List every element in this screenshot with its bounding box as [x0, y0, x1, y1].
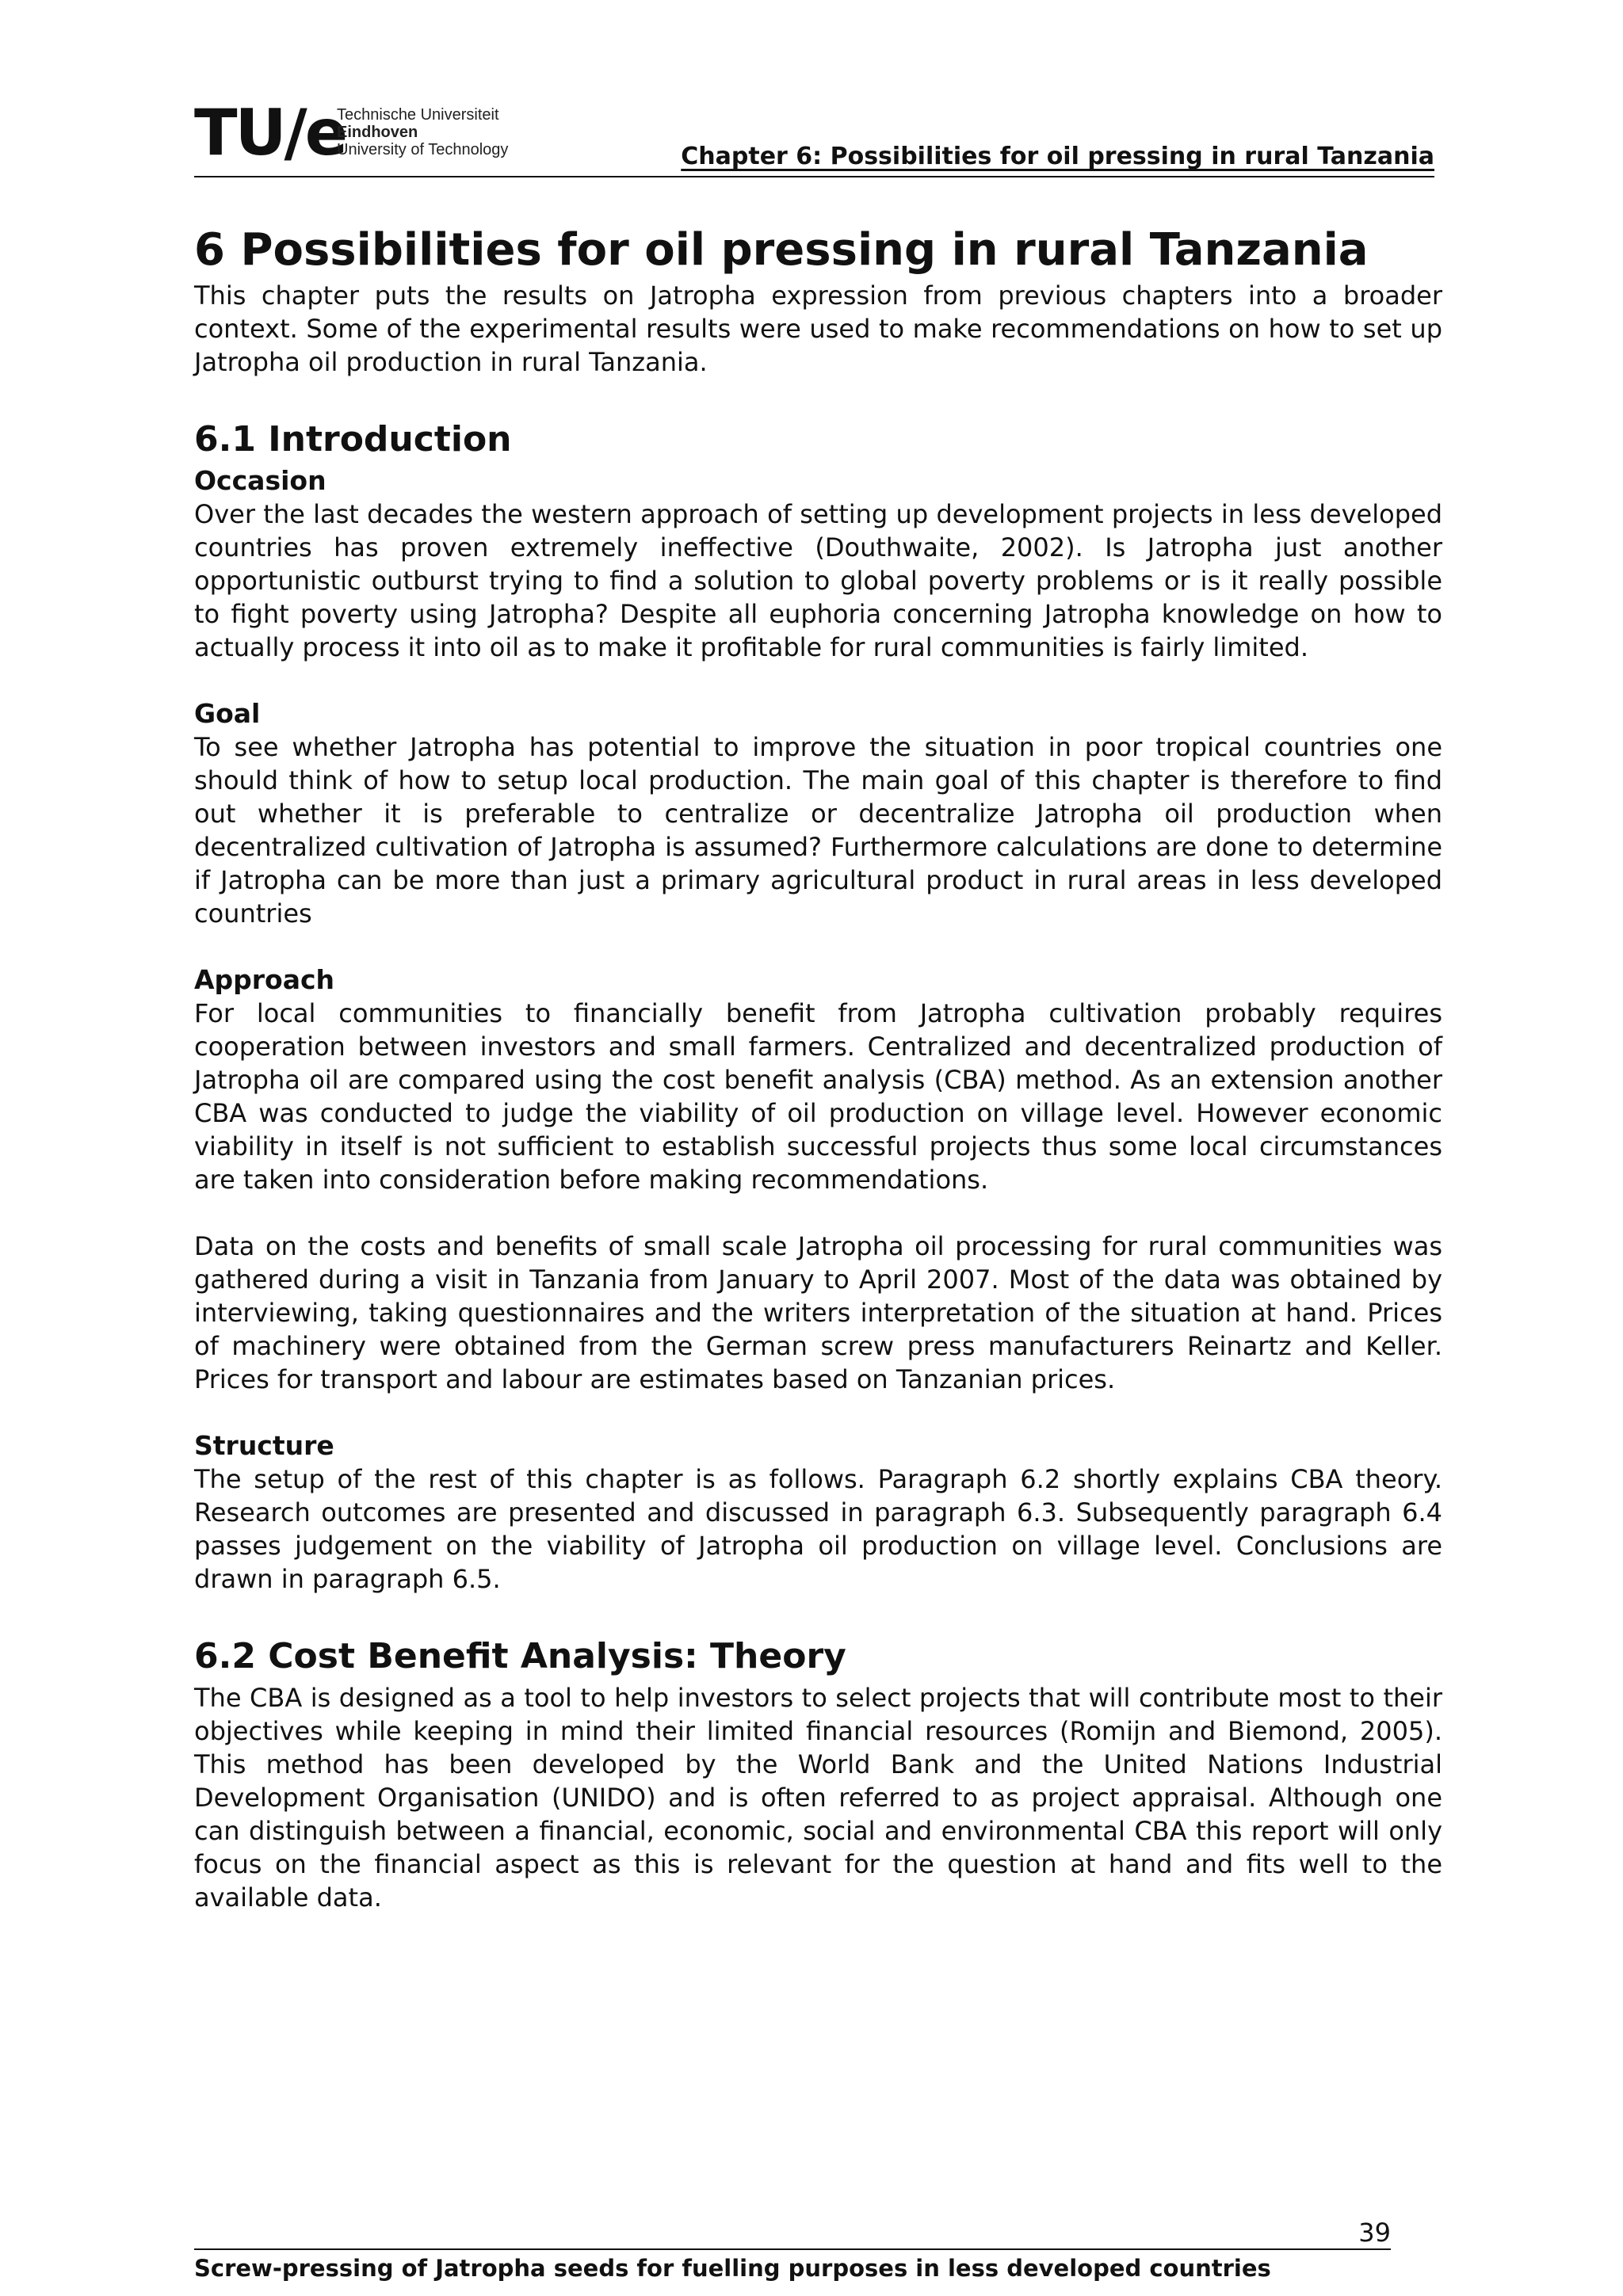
section-6-2-title: 6.2 Cost Benefit Analysis: Theory	[194, 1636, 846, 1676]
header-rule	[194, 176, 1434, 177]
goal-paragraph: To see whether Jatropha has potential to improve the situation in poor tropical countries one should think of how to setup local production. The main goal of this chapter is therefore to find out whether it is preferable to centralize or decentralize Jatropha oil production when decentralized cultivation of Jatropha is assumed? Furthermore calculations are done to determine if Jatropha can be more than just a primary agricultural product in rural areas in less developed countries	[194, 732, 1442, 929]
approach-heading: Approach	[194, 964, 335, 995]
occasion-paragraph: Over the last decades the western approach of setting up development projects in less developed countries has proven extremely ineffective (Douthwaite, 2002). Is Jatropha just another opportunistic outburst trying to find a solution to global poverty problems or is it really possible to fight poverty using Jatropha? Despite all euphoria concerning Jatropha knowledge on how to actually process it into oil as to make it profitable for rural communities is fairly limited.	[194, 499, 1442, 662]
page-header	[194, 93, 1434, 177]
goal-heading: Goal	[194, 698, 261, 729]
logo-line-2: Eindhoven	[337, 124, 418, 141]
logo-line-3: University of Technology	[337, 141, 509, 158]
logo-line-1: Technische Universiteit	[337, 106, 499, 124]
chapter-intro: This chapter puts the results on Jatropha expression from previous chapters into a broader context. Some of the experimental results were used to make recommendations on how to set up Jatropha oil production in rural Tanzania.	[194, 280, 1442, 377]
occasion-heading: Occasion	[194, 465, 327, 496]
structure-paragraph: The setup of the rest of this chapter is as follows. Paragraph 6.2 shortly explains CBA theory. Research outcomes are presented and discussed in paragraph 6.3. Subsequently paragraph 6.4 passes judgement on the viability of Jatropha oil production on village level. Conclusions are drawn in paragraph 6.5.	[194, 1464, 1442, 1594]
running-head: Chapter 6: Possibilities for oil pressing in rural Tanzania	[681, 143, 1434, 170]
logo-text	[337, 106, 508, 158]
logo-mark: TU/e	[194, 96, 346, 170]
page-footer	[194, 2218, 1391, 2282]
approach-paragraph-1: For local communities to financially benefit from Jatropha cultivation probably requires cooperation between investors and small farmers. Centralized and decentralized production of Jatropha oil are compared using the cost benefit analysis (CBA) method. As an extension another CBA was conducted to judge the viability of oil production on village level. However economic viability in itself is not sufficient to establish successful projects thus some local circumstances are taken into consideration before making recommendations.	[194, 998, 1442, 1195]
structure-heading: Structure	[194, 1430, 334, 1461]
footer-text: Screw-pressing of Jatropha seeds for fuelling purposes in less developed countries	[194, 2255, 1271, 2282]
university-logo	[194, 95, 527, 170]
footer-rule	[194, 2248, 1391, 2250]
section-6-1-title: 6.1 Introduction	[194, 419, 512, 460]
cba-theory-paragraph: The CBA is designed as a tool to help investors to select projects that will contribute most to their objectives while keeping in mind their limited financial resources (Romijn and Biemond, 2005). This method has been developed by the World Bank and the United Nations Industrial Development Organisation (UNIDO) and is often referred to as project appraisal. Although one can distinguish between a financial, economic, social and environmental CBA this report will only focus on the financial aspect as this is relevant for the question at hand and fits well to the available data.	[194, 1683, 1442, 1913]
main-content	[194, 222, 1442, 1914]
page-number: 39	[1358, 2218, 1391, 2248]
chapter-title: 6 Possibilities for oil pressing in rural Tanzania	[194, 224, 1369, 276]
approach-paragraph-2: Data on the costs and benefits of small scale Jatropha oil processing for rural communities was gathered during a visit in Tanzania from January to April 2007. Most of the data was obtained by interviewing, taking questionnaires and the writers interpretation of the situation at hand. Prices of machinery were obtained from the German screw press manufacturers Reinartz and Keller. Prices for transport and labour are estimates based on Tanzanian prices.	[194, 1231, 1442, 1394]
